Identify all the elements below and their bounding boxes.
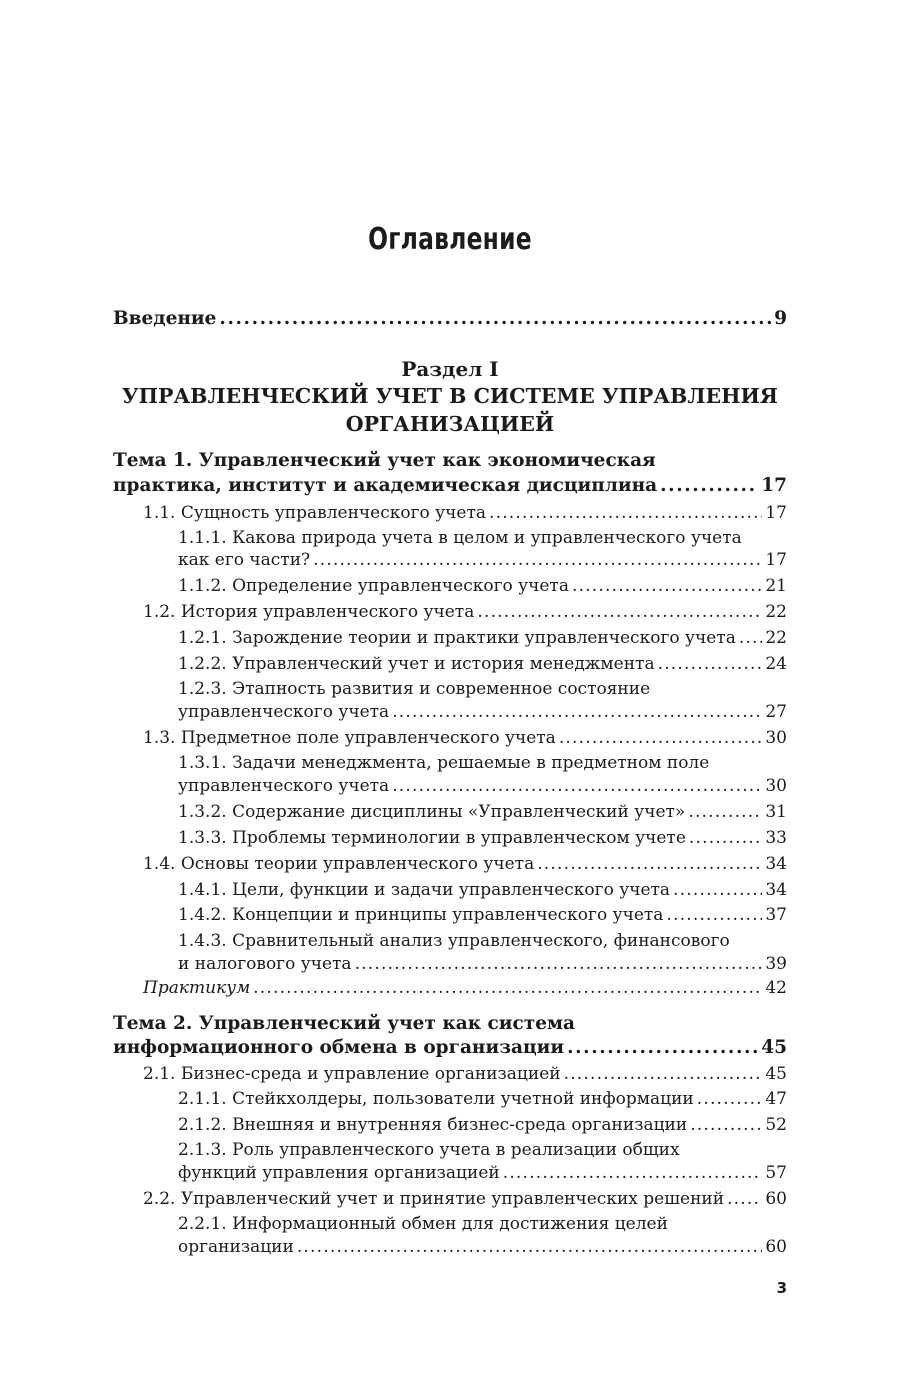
dot-leader: [666, 904, 762, 926]
dot-leader: [537, 853, 762, 875]
entry-page: 22: [765, 628, 787, 648]
entry-page: 31: [765, 802, 787, 822]
toc-entry-1-3[interactable]: [143, 727, 787, 749]
dot-leader: [313, 549, 762, 571]
entry-label: информационного обмена в организации: [113, 1037, 565, 1058]
entry-label: 1.2.2. Управленческий учет и история менеджмента: [178, 654, 655, 674]
entry-label: 1.3.2. Содержание дисциплины «Управленческий учет»: [178, 802, 686, 822]
entry-label: 1.1.2. Определение управленческого учета: [178, 576, 569, 596]
dot-leader: [489, 502, 762, 524]
toc-entry-1-4[interactable]: [143, 853, 787, 875]
toc-entry-practicum[interactable]: [143, 977, 787, 999]
toc-entry-1-1[interactable]: [143, 502, 787, 524]
toc-entry-1-1-1-line1: 1.1.1. Какова природа учета в целом и управленческого учета: [178, 528, 742, 548]
dot-leader: [219, 308, 771, 330]
toc-entry-1-2-3-line1: 1.2.3. Этапность развития и современное состояние: [178, 679, 651, 699]
entry-page: 60: [765, 1189, 787, 1209]
toc-entry-1-2-2[interactable]: [178, 653, 787, 675]
entry-page: 9: [774, 308, 787, 329]
entry-page: 37: [765, 905, 787, 925]
dot-leader: [477, 601, 762, 623]
entry-page: 33: [765, 828, 787, 848]
toc-entry-2-1-1[interactable]: [178, 1088, 787, 1110]
entry-label: 2.1.1. Стейкхолдеры, пользователи учетной информации: [178, 1089, 694, 1109]
toc-entry-1-2[interactable]: [143, 601, 787, 623]
entry-page: 24: [765, 654, 787, 674]
dot-leader: [673, 879, 762, 901]
dot-leader: [253, 977, 762, 999]
dot-leader: [739, 627, 763, 649]
page-title: Оглавление: [368, 222, 532, 257]
entry-label: 1.4.1. Цели, функции и задачи управленческого учета: [178, 880, 671, 900]
toc-entry-1-1-2[interactable]: [178, 575, 787, 597]
entry-label: 1.4.2. Концепции и принципы управленческого учета: [178, 905, 664, 925]
dot-leader: [727, 1188, 762, 1210]
toc-entry-1-4-1[interactable]: [178, 879, 787, 901]
section-heading-line2: ОРГАНИЗАЦИЕЙ: [345, 412, 555, 436]
entry-label: 1.2. История управленческого учета: [143, 602, 475, 622]
toc-entry-1-3-1-line1: 1.3.1. Задачи менеджмента, решаемые в предметном поле: [178, 753, 710, 773]
dot-leader: [567, 1037, 758, 1059]
entry-label: 1.1. Сущность управленческого учета: [143, 503, 486, 523]
entry-label: 1.3. Предметное поле управленческого учета: [143, 728, 556, 748]
entry-label: Практикум: [143, 978, 251, 998]
entry-page: 17: [765, 550, 787, 570]
toc-entry-2-1-2[interactable]: [178, 1114, 787, 1136]
dot-leader: [559, 727, 763, 749]
toc-entry-intro[interactable]: [113, 308, 787, 330]
toc-entry-2-2-1[interactable]: [178, 1236, 787, 1258]
toc-entry-1-4-3-line1: 1.4.3. Сравнительный анализ управленческого, финансового: [178, 931, 730, 951]
toc-entry-1-2-1[interactable]: [178, 627, 787, 649]
entry-label: 1.3.3. Проблемы терминологии в управленческом учете: [178, 828, 686, 848]
dot-leader: [690, 1114, 762, 1136]
topic-heading-line1: Тема 2. Управленческий учет как система: [113, 1013, 576, 1034]
entry-label: Введение: [113, 308, 217, 329]
toc-entry-1-3-3[interactable]: [178, 827, 787, 849]
page-number: 3: [776, 1279, 787, 1297]
dot-leader: [660, 475, 758, 497]
entry-page: 17: [761, 475, 787, 496]
entry-page: 17: [765, 503, 787, 523]
dot-leader: [392, 775, 762, 797]
entry-label: 2.2. Управленческий учет и принятие управленческих решений: [143, 1189, 725, 1209]
entry-label: организации: [178, 1237, 294, 1257]
entry-label: управленческого учета: [178, 776, 390, 796]
entry-label: 2.1.2. Внешняя и внутренняя бизнес-среда организации: [178, 1115, 688, 1135]
entry-page: 57: [765, 1163, 787, 1183]
entry-page: 52: [765, 1115, 787, 1135]
entry-label: 2.1. Бизнес-среда и управление организацией: [143, 1064, 561, 1084]
dot-leader: [658, 653, 763, 675]
entry-page: 30: [765, 728, 787, 748]
entry-label: практика, институт и академическая дисциплина: [113, 475, 658, 496]
dot-leader: [503, 1162, 763, 1184]
entry-label: как его части?: [178, 550, 311, 570]
toc-entry-1-3-2[interactable]: [178, 801, 787, 823]
toc-entry-2-1-3[interactable]: [178, 1162, 787, 1184]
toc-entry-2-1[interactable]: [143, 1063, 787, 1085]
dot-leader: [355, 953, 763, 975]
dot-leader: [392, 701, 762, 723]
entry-label: 1.4. Основы теории управленческого учета: [143, 854, 535, 874]
entry-page: 47: [765, 1089, 787, 1109]
entry-page: 34: [765, 854, 787, 874]
entry-page: 60: [765, 1237, 787, 1257]
entry-page: 42: [765, 978, 787, 998]
toc-entry-2-2[interactable]: [143, 1188, 787, 1210]
toc-entry-1-4-3[interactable]: [178, 953, 787, 975]
toc-entry-2-2-1-line1: 2.2.1. Информационный обмен для достижения целей: [178, 1214, 668, 1234]
dot-leader: [564, 1063, 763, 1085]
entry-label: и налогового учета: [178, 954, 352, 974]
toc-entry-2-1-3-line1: 2.1.3. Роль управленческого учета в реализации общих: [178, 1140, 680, 1160]
entry-page: 39: [765, 954, 787, 974]
dot-leader: [689, 827, 762, 849]
toc-entry-1-3-1[interactable]: [178, 775, 787, 797]
entry-page: 22: [765, 602, 787, 622]
toc-entry-1-4-2[interactable]: [178, 904, 787, 926]
entry-page: 45: [765, 1064, 787, 1084]
toc-entry-1-2-3[interactable]: [178, 701, 787, 723]
toc-entry-topic-2[interactable]: [113, 1037, 787, 1059]
entry-page: 21: [765, 576, 787, 596]
dot-leader: [572, 575, 762, 597]
dot-leader: [688, 801, 762, 823]
entry-page: 27: [765, 702, 787, 722]
toc-entry-topic-1[interactable]: [113, 475, 787, 497]
entry-page: 45: [761, 1037, 787, 1058]
toc-entry-1-1-1[interactable]: [178, 549, 787, 571]
entry-label: управленческого учета: [178, 702, 390, 722]
section-label: Раздел I: [401, 357, 499, 381]
entry-page: 34: [765, 880, 787, 900]
topic-heading-line1: Тема 1. Управленческий учет как экономическая: [113, 450, 656, 471]
entry-page: 30: [765, 776, 787, 796]
entry-label: 1.2.1. Зарождение теории и практики управленческого учета: [178, 628, 736, 648]
section-heading-line1: УПРАВЛЕНЧЕСКИЙ УЧЕТ В СИСТЕМЕ УПРАВЛЕНИЯ: [122, 384, 778, 408]
dot-leader: [697, 1088, 763, 1110]
dot-leader: [297, 1236, 763, 1258]
entry-label: функций управления организацией: [178, 1163, 500, 1183]
